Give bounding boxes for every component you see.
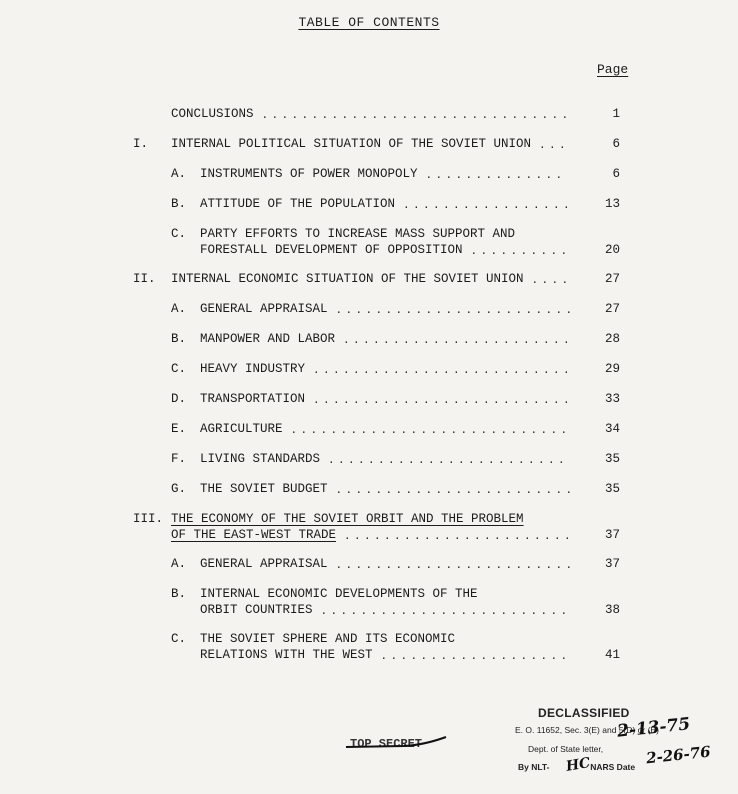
page-number: 6 bbox=[612, 167, 620, 181]
entry-title: GENERAL APPRAISAL bbox=[200, 302, 328, 316]
toc-entry bbox=[0, 421, 738, 437]
toc-entry bbox=[0, 166, 738, 182]
page-number: 35 bbox=[604, 482, 620, 496]
stamp-authority: E. O. 11652, Sec. 3(E) and 5(D) or (E) bbox=[515, 725, 659, 735]
toc-entry bbox=[0, 481, 738, 497]
leader-dots: .......................... bbox=[313, 365, 574, 377]
leader-dots: ....................... bbox=[344, 531, 575, 543]
leader-dots: ... bbox=[539, 140, 570, 152]
entry-title: ORBIT COUNTRIES bbox=[200, 603, 313, 617]
page-number: 37 bbox=[604, 528, 620, 542]
leader-dots: ........................ bbox=[328, 455, 569, 467]
page-number: 27 bbox=[604, 272, 620, 286]
handwritten-initials: HC bbox=[564, 755, 592, 775]
subsection-letter: E. bbox=[171, 422, 187, 436]
toc-entry bbox=[0, 301, 738, 317]
section-number: III. bbox=[133, 512, 164, 526]
stamp-heading: DECLASSIFIED bbox=[538, 706, 630, 720]
leader-dots: ....................... bbox=[343, 335, 574, 347]
leader-dots: ................... bbox=[380, 651, 571, 663]
page-number: 33 bbox=[604, 392, 620, 406]
leader-dots: .......................... bbox=[313, 395, 574, 407]
page-number: 1 bbox=[612, 107, 620, 121]
handwritten-date-1: 2-13-75 bbox=[616, 714, 692, 742]
entry-title: AGRICULTURE bbox=[200, 422, 283, 436]
toc-entry bbox=[0, 226, 738, 258]
stamp-state-letter: Dept. of State letter, bbox=[528, 744, 604, 754]
page-number: 34 bbox=[604, 422, 620, 436]
leader-dots: ............................... bbox=[261, 110, 572, 122]
toc-entry bbox=[0, 511, 738, 543]
entry-title: TRANSPORTATION bbox=[200, 392, 306, 406]
entry-title: INTERNAL POLITICAL SITUATION OF THE SOVIET UNION bbox=[171, 137, 532, 151]
subsection-letter: A. bbox=[171, 557, 187, 571]
stamp-signoff: By NLT- NARS Date bbox=[518, 762, 636, 772]
page-number: 13 bbox=[604, 197, 620, 211]
page-number: 28 bbox=[604, 332, 620, 346]
section-number: I. bbox=[133, 137, 149, 151]
toc-entry bbox=[0, 451, 738, 467]
leader-dots: ................. bbox=[403, 200, 574, 212]
subsection-letter: B. bbox=[171, 587, 187, 601]
toc-entry bbox=[0, 631, 738, 663]
page-number: 20 bbox=[604, 243, 620, 257]
subsection-letter: G. bbox=[171, 482, 187, 496]
toc-entry bbox=[0, 331, 738, 347]
entry-title: INTERNAL ECONOMIC DEVELOPMENTS OF THE bbox=[200, 587, 478, 601]
entry-title: OF THE EAST-WEST TRADE bbox=[171, 528, 337, 542]
entry-title: INTERNAL ECONOMIC SITUATION OF THE SOVIET UNION bbox=[171, 272, 524, 286]
subsection-letter: A. bbox=[171, 167, 187, 181]
page-number: 27 bbox=[604, 302, 620, 316]
toc-entry bbox=[0, 391, 738, 407]
page-number: 6 bbox=[612, 137, 620, 151]
entry-title: INSTRUMENTS OF POWER MONOPOLY bbox=[200, 167, 418, 181]
leader-dots: ............................ bbox=[290, 425, 571, 437]
toc-entry bbox=[0, 106, 738, 122]
entry-title: GENERAL APPRAISAL bbox=[200, 557, 328, 571]
toc-entry bbox=[0, 361, 738, 377]
page-number: 38 bbox=[604, 603, 620, 617]
leader-dots: .............. bbox=[425, 170, 566, 182]
page-number: 35 bbox=[604, 452, 620, 466]
section-number: II. bbox=[133, 272, 156, 286]
toc-entry bbox=[0, 271, 738, 287]
entry-title: THE ECONOMY OF THE SOVIET ORBIT AND THE PROBLEM bbox=[171, 512, 524, 526]
entry-title: PARTY EFFORTS TO INCREASE MASS SUPPORT AND bbox=[200, 227, 516, 241]
toc-entry bbox=[0, 136, 738, 152]
toc-entry bbox=[0, 556, 738, 572]
entry-title: FORESTALL DEVELOPMENT OF OPPOSITION bbox=[200, 243, 463, 257]
subsection-letter: B. bbox=[171, 332, 187, 346]
entry-title: THE SOVIET SPHERE AND ITS ECONOMIC bbox=[200, 632, 456, 646]
entry-title: HEAVY INDUSTRY bbox=[200, 362, 306, 376]
entry-title: RELATIONS WITH THE WEST bbox=[200, 648, 373, 662]
classification-marking: TOP SECRET bbox=[350, 737, 423, 751]
leader-dots: .......... bbox=[470, 246, 571, 258]
subsection-letter: D. bbox=[171, 392, 187, 406]
page-number: 29 bbox=[604, 362, 620, 376]
handwritten-date-2: 2-26-76 bbox=[645, 742, 712, 768]
entry-title: MANPOWER AND LABOR bbox=[200, 332, 336, 346]
page-number: 37 bbox=[604, 557, 620, 571]
subsection-letter: B. bbox=[171, 197, 187, 211]
entry-title: ATTITUDE OF THE POPULATION bbox=[200, 197, 396, 211]
entry-title: CONCLUSIONS bbox=[171, 107, 254, 121]
strikethrough-mark bbox=[342, 734, 452, 754]
leader-dots: ........................ bbox=[335, 485, 576, 497]
leader-dots: ......................... bbox=[320, 606, 571, 618]
subsection-letter: C. bbox=[171, 632, 187, 646]
leader-dots: ........................ bbox=[335, 305, 576, 317]
entry-title: LIVING STANDARDS bbox=[200, 452, 321, 466]
leader-dots: .... bbox=[531, 275, 572, 287]
subsection-letter: C. bbox=[171, 362, 187, 376]
document-title: TABLE OF CONTENTS bbox=[298, 15, 440, 30]
page-column-header: Page bbox=[597, 62, 629, 77]
subsection-letter: C. bbox=[171, 227, 187, 241]
toc-entry bbox=[0, 586, 738, 618]
entry-title: THE SOVIET BUDGET bbox=[200, 482, 328, 496]
subsection-letter: A. bbox=[171, 302, 187, 316]
toc-entry bbox=[0, 196, 738, 212]
subsection-letter: F. bbox=[171, 452, 187, 466]
page-number: 41 bbox=[604, 648, 620, 662]
leader-dots: ........................ bbox=[335, 560, 576, 572]
